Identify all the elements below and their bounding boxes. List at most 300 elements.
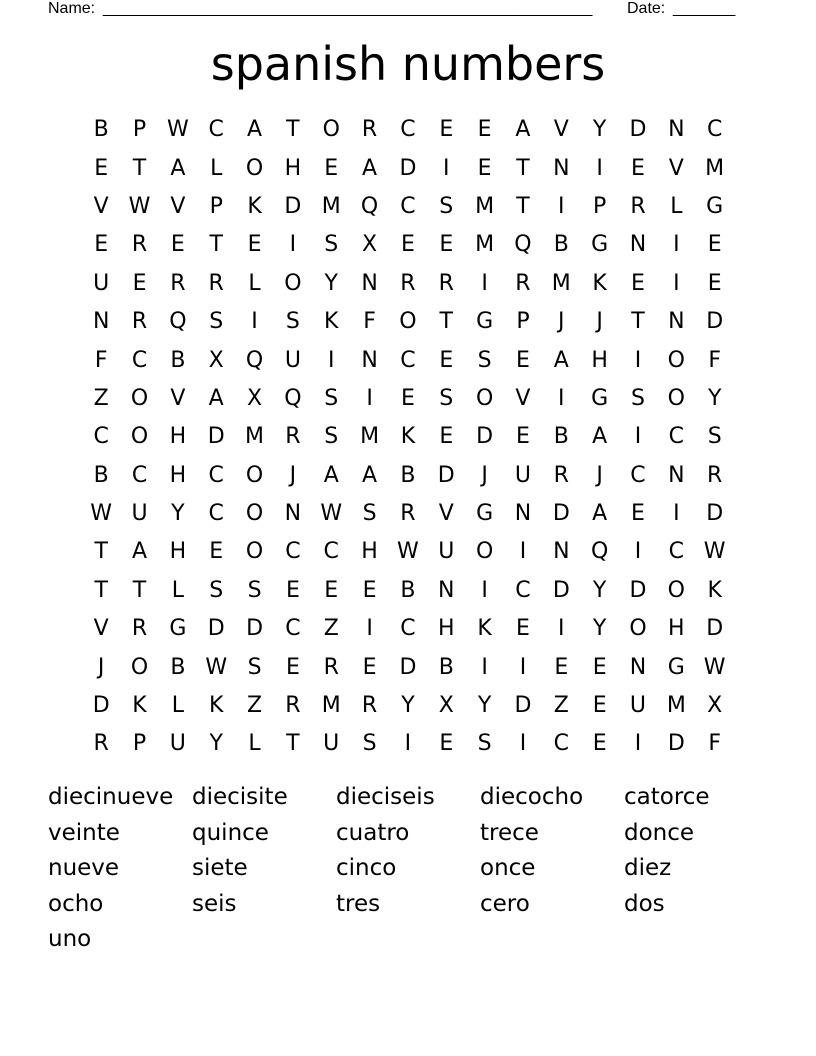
grid-letter[interactable]: S — [209, 309, 224, 335]
grid-letter[interactable]: O — [322, 117, 340, 143]
grid-letter[interactable]: S — [247, 577, 262, 603]
grid-letter[interactable]: C — [400, 117, 416, 143]
grid-letter[interactable]: X — [208, 347, 224, 373]
grid-letter[interactable]: U — [284, 347, 301, 373]
grid-letter[interactable]: C — [285, 616, 301, 642]
grid-letter[interactable]: K — [400, 424, 416, 450]
grid-letter[interactable]: K — [208, 693, 224, 719]
grid-letter[interactable]: Y — [477, 693, 492, 719]
grid-letter[interactable]: P — [132, 117, 147, 143]
grid-letter[interactable]: S — [209, 577, 224, 603]
grid-letter[interactable]: C — [706, 117, 723, 143]
grid-letter[interactable]: E — [285, 654, 300, 680]
grid-letter[interactable]: O — [130, 424, 149, 450]
grid-letter[interactable]: E — [170, 232, 185, 258]
grid-letter[interactable]: C — [208, 462, 224, 488]
grid-letter[interactable]: C — [400, 616, 416, 642]
grid-letter[interactable]: T — [132, 155, 147, 181]
grid-letter[interactable]: C — [400, 347, 416, 373]
grid-letter[interactable]: I — [634, 347, 642, 373]
grid-letter[interactable]: N — [668, 462, 685, 488]
grid-letter[interactable]: E — [592, 693, 607, 719]
grid-letter[interactable]: I — [481, 270, 488, 296]
grid-letter[interactable]: E — [707, 232, 722, 258]
grid-letter[interactable]: I — [366, 385, 373, 411]
grid-letter[interactable]: D — [552, 577, 570, 603]
grid-letter[interactable]: T — [439, 309, 453, 335]
grid-letter[interactable]: E — [439, 347, 454, 373]
grid-letter[interactable]: E — [592, 654, 607, 680]
grid-letter[interactable]: L — [670, 193, 683, 219]
grid-letter[interactable]: R — [361, 117, 378, 143]
grid-letter[interactable]: A — [592, 424, 608, 450]
grid-letter[interactable]: C — [323, 539, 339, 565]
grid-letter[interactable]: M — [360, 424, 380, 450]
grid-letter[interactable]: E — [439, 731, 454, 757]
grid-letter[interactable]: F — [94, 347, 108, 373]
grid-letter[interactable]: G — [706, 193, 724, 219]
grid-letter[interactable]: N — [284, 501, 302, 527]
grid-letter[interactable]: R — [285, 424, 301, 450]
grid-letter[interactable]: T — [631, 309, 645, 335]
grid-letter[interactable]: D — [552, 501, 570, 527]
grid-letter[interactable]: O — [667, 385, 685, 411]
grid-letter[interactable]: S — [362, 501, 377, 527]
grid-letter[interactable]: A — [592, 501, 608, 527]
grid-letter[interactable]: K — [592, 270, 607, 296]
grid-letter[interactable]: O — [245, 539, 264, 565]
grid-letter[interactable]: I — [366, 616, 373, 642]
grid-letter[interactable]: E — [554, 654, 569, 680]
grid-letter[interactable]: I — [634, 731, 642, 757]
grid-letter[interactable]: O — [667, 577, 685, 603]
grid-letter[interactable]: U — [169, 731, 186, 757]
grid-letter[interactable]: S — [439, 385, 454, 411]
grid-letter[interactable]: N — [553, 539, 570, 565]
grid-letter[interactable]: D — [629, 577, 647, 603]
grid-letter[interactable]: G — [476, 501, 494, 527]
grid-letter[interactable]: D — [246, 616, 264, 642]
grid-letter[interactable]: Y — [592, 616, 607, 642]
grid-letter[interactable]: O — [475, 539, 494, 565]
grid-letter[interactable]: O — [284, 270, 302, 296]
grid-letter[interactable]: J — [481, 462, 488, 488]
grid-letter[interactable]: Z — [553, 693, 569, 719]
grid-letter[interactable]: C — [131, 462, 148, 488]
grid-letter[interactable]: T — [286, 731, 300, 757]
grid-letter[interactable]: N — [438, 577, 455, 603]
grid-letter[interactable]: N — [629, 232, 647, 258]
grid-letter[interactable]: H — [284, 155, 302, 181]
grid-letter[interactable]: R — [400, 501, 416, 527]
grid-letter[interactable]: D — [399, 155, 417, 181]
grid-letter[interactable]: I — [673, 232, 680, 258]
grid-letter[interactable]: H — [169, 462, 187, 488]
grid-letter[interactable]: R — [361, 693, 378, 719]
grid-letter[interactable]: A — [323, 462, 339, 488]
grid-letter[interactable]: C — [553, 731, 569, 757]
grid-letter[interactable]: A — [247, 117, 263, 143]
grid-letter[interactable]: Q — [245, 347, 264, 373]
grid-letter[interactable]: E — [324, 577, 339, 603]
grid-letter[interactable]: R — [400, 270, 416, 296]
grid-letter[interactable]: X — [362, 232, 378, 258]
grid-letter[interactable]: H — [591, 347, 608, 373]
grid-letter[interactable]: A — [131, 539, 148, 565]
grid-letter[interactable]: S — [285, 309, 300, 335]
grid-letter[interactable]: Q — [284, 385, 302, 411]
grid-letter[interactable]: C — [400, 193, 416, 219]
grid-letter[interactable]: E — [94, 155, 109, 181]
grid-letter[interactable]: U — [323, 731, 340, 757]
grid-letter[interactable]: V — [170, 385, 186, 411]
grid-letter[interactable]: T — [94, 539, 108, 565]
grid-letter[interactable]: S — [439, 193, 454, 219]
grid-letter[interactable]: A — [362, 462, 378, 488]
grid-letter[interactable]: Q — [514, 232, 532, 258]
grid-letter[interactable]: E — [631, 155, 645, 181]
grid-letter[interactable]: G — [591, 232, 609, 258]
grid-letter[interactable]: K — [324, 309, 339, 335]
grid-letter[interactable]: H — [169, 424, 187, 450]
grid-letter[interactable]: C — [285, 539, 301, 565]
grid-letter[interactable]: S — [362, 731, 377, 757]
grid-letter[interactable]: B — [400, 462, 416, 488]
grid-letter[interactable]: T — [516, 155, 530, 181]
grid-letter[interactable]: L — [248, 731, 261, 757]
grid-letter[interactable]: Q — [169, 309, 187, 335]
grid-letter[interactable]: C — [630, 462, 646, 488]
grid-letter[interactable]: E — [477, 155, 492, 181]
grid-letter[interactable]: O — [130, 654, 149, 680]
grid-letter[interactable]: E — [631, 501, 645, 527]
grid-letter[interactable]: E — [707, 270, 722, 296]
grid-letter[interactable]: B — [400, 577, 416, 603]
grid-letter[interactable]: P — [516, 309, 530, 335]
grid-letter[interactable]: N — [553, 155, 570, 181]
grid-letter[interactable]: H — [361, 539, 378, 565]
word-bank-item: siete — [192, 855, 248, 881]
grid-letter[interactable]: C — [515, 577, 531, 603]
grid-letter[interactable]: Y — [401, 693, 415, 719]
grid-letter[interactable]: O — [629, 616, 647, 642]
grid-letter[interactable]: D — [706, 616, 724, 642]
grid-letter[interactable]: X — [438, 693, 454, 719]
grid-letter[interactable]: H — [169, 539, 187, 565]
grid-letter[interactable]: D — [92, 693, 110, 719]
grid-letter[interactable]: W — [397, 539, 419, 565]
grid-letter[interactable]: T — [94, 577, 108, 603]
grid-letter[interactable]: R — [323, 654, 339, 680]
grid-letter[interactable]: R — [515, 270, 531, 296]
grid-letter[interactable]: I — [481, 577, 488, 603]
word-bank-item: diecisite — [192, 784, 288, 810]
grid-letter[interactable]: B — [553, 232, 569, 258]
grid-letter[interactable]: C — [208, 501, 224, 527]
grid-letter[interactable]: D — [706, 309, 724, 335]
grid-letter[interactable]: I — [673, 270, 680, 296]
grid-letter[interactable]: R — [93, 731, 109, 757]
grid-letter[interactable]: E — [362, 654, 377, 680]
grid-letter[interactable]: I — [558, 193, 565, 219]
grid-letter[interactable]: J — [558, 309, 565, 335]
grid-letter[interactable]: O — [245, 501, 264, 527]
grid-letter[interactable]: K — [247, 193, 262, 219]
grid-letter[interactable]: E — [209, 539, 224, 565]
grid-letter[interactable]: U — [93, 270, 110, 296]
grid-letter[interactable]: R — [707, 462, 723, 488]
grid-letter[interactable]: E — [516, 616, 530, 642]
grid-letter[interactable]: I — [519, 654, 527, 680]
grid-letter[interactable]: W — [320, 501, 343, 527]
word-bank — [48, 780, 768, 958]
grid-letter[interactable]: W — [128, 193, 151, 219]
grid-letter[interactable]: J — [596, 462, 603, 488]
grid-letter[interactable]: D — [629, 117, 647, 143]
grid-letter[interactable]: G — [476, 309, 494, 335]
grid-letter[interactable]: R — [208, 270, 224, 296]
grid-letter[interactable]: F — [363, 309, 376, 335]
grid-letter[interactable]: E — [285, 577, 300, 603]
grid-letter[interactable]: S — [247, 654, 262, 680]
grid-letter[interactable]: A — [170, 155, 186, 181]
grid-letter[interactable]: E — [362, 577, 377, 603]
grid-row — [82, 725, 734, 763]
grid-letter[interactable]: J — [97, 654, 105, 680]
grid-letter[interactable]: O — [667, 347, 685, 373]
grid-letter[interactable]: D — [207, 616, 225, 642]
word-bank-item: once — [480, 855, 536, 881]
grid-letter[interactable]: B — [553, 424, 569, 450]
grid-letter[interactable]: O — [475, 385, 494, 411]
grid-letter[interactable]: M — [245, 424, 265, 450]
grid-letter[interactable]: E — [400, 232, 415, 258]
grid-letter[interactable]: B — [93, 117, 109, 143]
grid-letter[interactable]: E — [324, 155, 339, 181]
grid-letter[interactable]: W — [205, 654, 228, 680]
grid-letter[interactable]: V — [515, 385, 531, 411]
grid-letter[interactable]: E — [477, 117, 492, 143]
grid-letter[interactable]: M — [666, 693, 686, 719]
grid-letter[interactable]: Z — [93, 385, 109, 411]
grid-letter[interactable]: I — [673, 501, 680, 527]
grid-letter[interactable]: Q — [360, 193, 379, 219]
grid-letter[interactable]: I — [634, 539, 642, 565]
grid-letter[interactable]: B — [438, 654, 454, 680]
grid-letter[interactable]: S — [477, 731, 492, 757]
grid-letter[interactable]: I — [289, 232, 297, 258]
grid-letter[interactable]: E — [516, 424, 530, 450]
grid-letter[interactable]: V — [170, 193, 186, 219]
grid-letter[interactable]: U — [514, 462, 531, 488]
grid-letter[interactable]: E — [439, 424, 454, 450]
grid-letter[interactable]: I — [519, 539, 527, 565]
grid-letter[interactable]: L — [210, 155, 223, 181]
grid-row — [82, 533, 734, 571]
grid-letter[interactable]: I — [558, 385, 565, 411]
grid-letter[interactable]: L — [248, 270, 261, 296]
grid-letter[interactable]: E — [592, 731, 607, 757]
grid-letter[interactable]: F — [708, 347, 721, 373]
grid-letter[interactable]: Y — [324, 270, 338, 296]
grid-letter[interactable]: Z — [247, 693, 263, 719]
grid-letter[interactable]: S — [324, 385, 339, 411]
grid-letter[interactable]: P — [132, 731, 147, 757]
grid-letter[interactable]: Y — [592, 117, 607, 143]
grid-letter[interactable]: I — [443, 155, 450, 181]
grid-letter[interactable]: R — [285, 693, 301, 719]
grid-letter[interactable]: D — [514, 693, 532, 719]
grid-letter[interactable]: O — [130, 385, 149, 411]
grid-letter[interactable]: I — [251, 309, 258, 335]
grid-letter[interactable]: D — [706, 501, 724, 527]
grid-letter[interactable]: O — [245, 155, 264, 181]
grid-letter[interactable]: B — [170, 347, 186, 373]
grid-letter[interactable]: R — [131, 309, 148, 335]
grid-letter[interactable]: N — [361, 347, 378, 373]
grid-letter[interactable]: C — [93, 424, 109, 450]
grid-letter[interactable]: Y — [707, 385, 722, 411]
grid-letter[interactable]: N — [514, 501, 532, 527]
grid-letter[interactable]: W — [703, 654, 726, 680]
grid-letter[interactable]: V — [438, 501, 454, 527]
grid-letter[interactable]: X — [707, 693, 723, 719]
grid-letter[interactable]: K — [477, 616, 492, 642]
grid-letter[interactable]: M — [321, 193, 341, 219]
grid-letter[interactable]: U — [131, 501, 148, 527]
grid-letter[interactable]: C — [208, 117, 224, 143]
grid-letter[interactable]: U — [438, 539, 455, 565]
grid-letter[interactable]: M — [475, 232, 495, 258]
grid-letter[interactable]: E — [631, 270, 645, 296]
grid-letter[interactable]: M — [321, 693, 341, 719]
grid-letter[interactable]: T — [516, 193, 530, 219]
grid-letter[interactable]: E — [400, 385, 415, 411]
grid-letter[interactable]: E — [516, 347, 530, 373]
grid-letter[interactable]: R — [131, 616, 148, 642]
grid-letter[interactable]: L — [171, 577, 184, 603]
grid-letter[interactable]: G — [169, 616, 187, 642]
grid-letter[interactable]: P — [209, 193, 223, 219]
grid-letter[interactable]: G — [667, 654, 685, 680]
grid-letter[interactable]: I — [481, 654, 488, 680]
grid-letter[interactable]: R — [131, 232, 148, 258]
grid-letter[interactable]: D — [284, 193, 302, 219]
grid-letter[interactable]: C — [131, 347, 148, 373]
grid-row — [82, 687, 734, 725]
grid-letter[interactable]: C — [668, 424, 685, 450]
grid-letter[interactable]: D — [437, 462, 455, 488]
grid-letter[interactable]: Y — [209, 731, 223, 757]
grid-letter[interactable]: D — [399, 654, 417, 680]
grid-letter[interactable]: P — [593, 193, 607, 219]
grid-letter[interactable]: S — [324, 232, 339, 258]
grid-letter[interactable]: Y — [592, 577, 607, 603]
grid-letter[interactable]: N — [668, 309, 685, 335]
grid-letter[interactable]: T — [286, 117, 300, 143]
grid-letter[interactable]: I — [634, 424, 642, 450]
grid-letter[interactable]: Q — [590, 539, 609, 565]
grid-letter[interactable]: D — [207, 424, 225, 450]
grid-letter[interactable]: B — [170, 654, 186, 680]
grid-letter[interactable]: W — [90, 501, 113, 527]
grid-letter[interactable]: H — [668, 616, 685, 642]
grid-letter[interactable]: F — [708, 731, 721, 757]
grid-letter[interactable]: C — [668, 539, 685, 565]
grid-letter[interactable]: R — [438, 270, 454, 296]
grid-letter[interactable]: A — [208, 385, 224, 411]
grid-letter[interactable]: T — [132, 577, 147, 603]
grid-letter[interactable]: T — [209, 232, 223, 258]
grid-letter[interactable]: D — [476, 424, 494, 450]
grid-letter[interactable]: R — [170, 270, 186, 296]
grid-letter[interactable]: V — [93, 616, 109, 642]
grid-letter[interactable]: S — [324, 424, 339, 450]
grid-letter[interactable]: I — [327, 347, 335, 373]
grid-letter[interactable]: M — [551, 270, 571, 296]
grid-letter[interactable]: U — [629, 693, 647, 719]
grid-letter[interactable]: V — [93, 193, 109, 219]
grid-letter[interactable]: K — [707, 577, 722, 603]
date-blank-line[interactable]: _______ — [673, 0, 736, 17]
grid-letter[interactable]: M — [475, 193, 495, 219]
name-blank-line[interactable]: _______________________________________________________ — [103, 0, 593, 17]
grid-letter[interactable]: Y — [171, 501, 185, 527]
grid-letter[interactable]: E — [94, 232, 109, 258]
grid-letter[interactable]: X — [247, 385, 263, 411]
grid-letter[interactable]: N — [668, 117, 685, 143]
grid-letter[interactable]: R — [553, 462, 569, 488]
grid-letter[interactable]: V — [668, 155, 684, 181]
grid-letter[interactable]: O — [399, 309, 417, 335]
grid-letter[interactable]: V — [553, 117, 569, 143]
grid-letter[interactable]: N — [92, 309, 110, 335]
grid-letter[interactable]: O — [245, 462, 264, 488]
word-bank-item: cinco — [336, 855, 397, 881]
grid-letter[interactable]: N — [361, 270, 378, 296]
word-bank-item: uno — [48, 926, 92, 952]
grid-letter[interactable]: S — [707, 424, 722, 450]
grid-letter[interactable]: K — [132, 693, 147, 719]
grid-letter[interactable]: R — [630, 193, 646, 219]
grid-letter[interactable]: D — [667, 731, 685, 757]
grid-letter[interactable]: I — [404, 731, 412, 757]
grid-letter[interactable]: I — [519, 731, 527, 757]
grid-letter[interactable]: W — [703, 539, 726, 565]
grid-letter[interactable]: Z — [323, 616, 339, 642]
grid-letter[interactable]: L — [171, 693, 184, 719]
grid-letter[interactable]: E — [439, 117, 454, 143]
grid-letter[interactable]: E — [247, 232, 262, 258]
grid-letter[interactable]: S — [477, 347, 492, 373]
grid-letter[interactable]: A — [362, 155, 378, 181]
grid-letter[interactable]: B — [93, 462, 109, 488]
grid-letter[interactable]: E — [132, 270, 147, 296]
grid-letter[interactable]: E — [439, 232, 454, 258]
grid-letter[interactable]: H — [437, 616, 455, 642]
grid-letter[interactable]: W — [166, 117, 189, 143]
grid-letter[interactable]: A — [515, 117, 531, 143]
grid-letter[interactable]: A — [553, 347, 569, 373]
grid-letter[interactable]: I — [558, 616, 565, 642]
grid-letter[interactable]: S — [631, 385, 645, 411]
grid-letter[interactable]: M — [705, 155, 725, 181]
grid-letter[interactable]: J — [289, 462, 297, 488]
grid-letter[interactable]: G — [591, 385, 609, 411]
grid-letter[interactable]: N — [629, 654, 647, 680]
grid-letter[interactable]: I — [596, 155, 603, 181]
grid-letter[interactable]: J — [596, 309, 603, 335]
